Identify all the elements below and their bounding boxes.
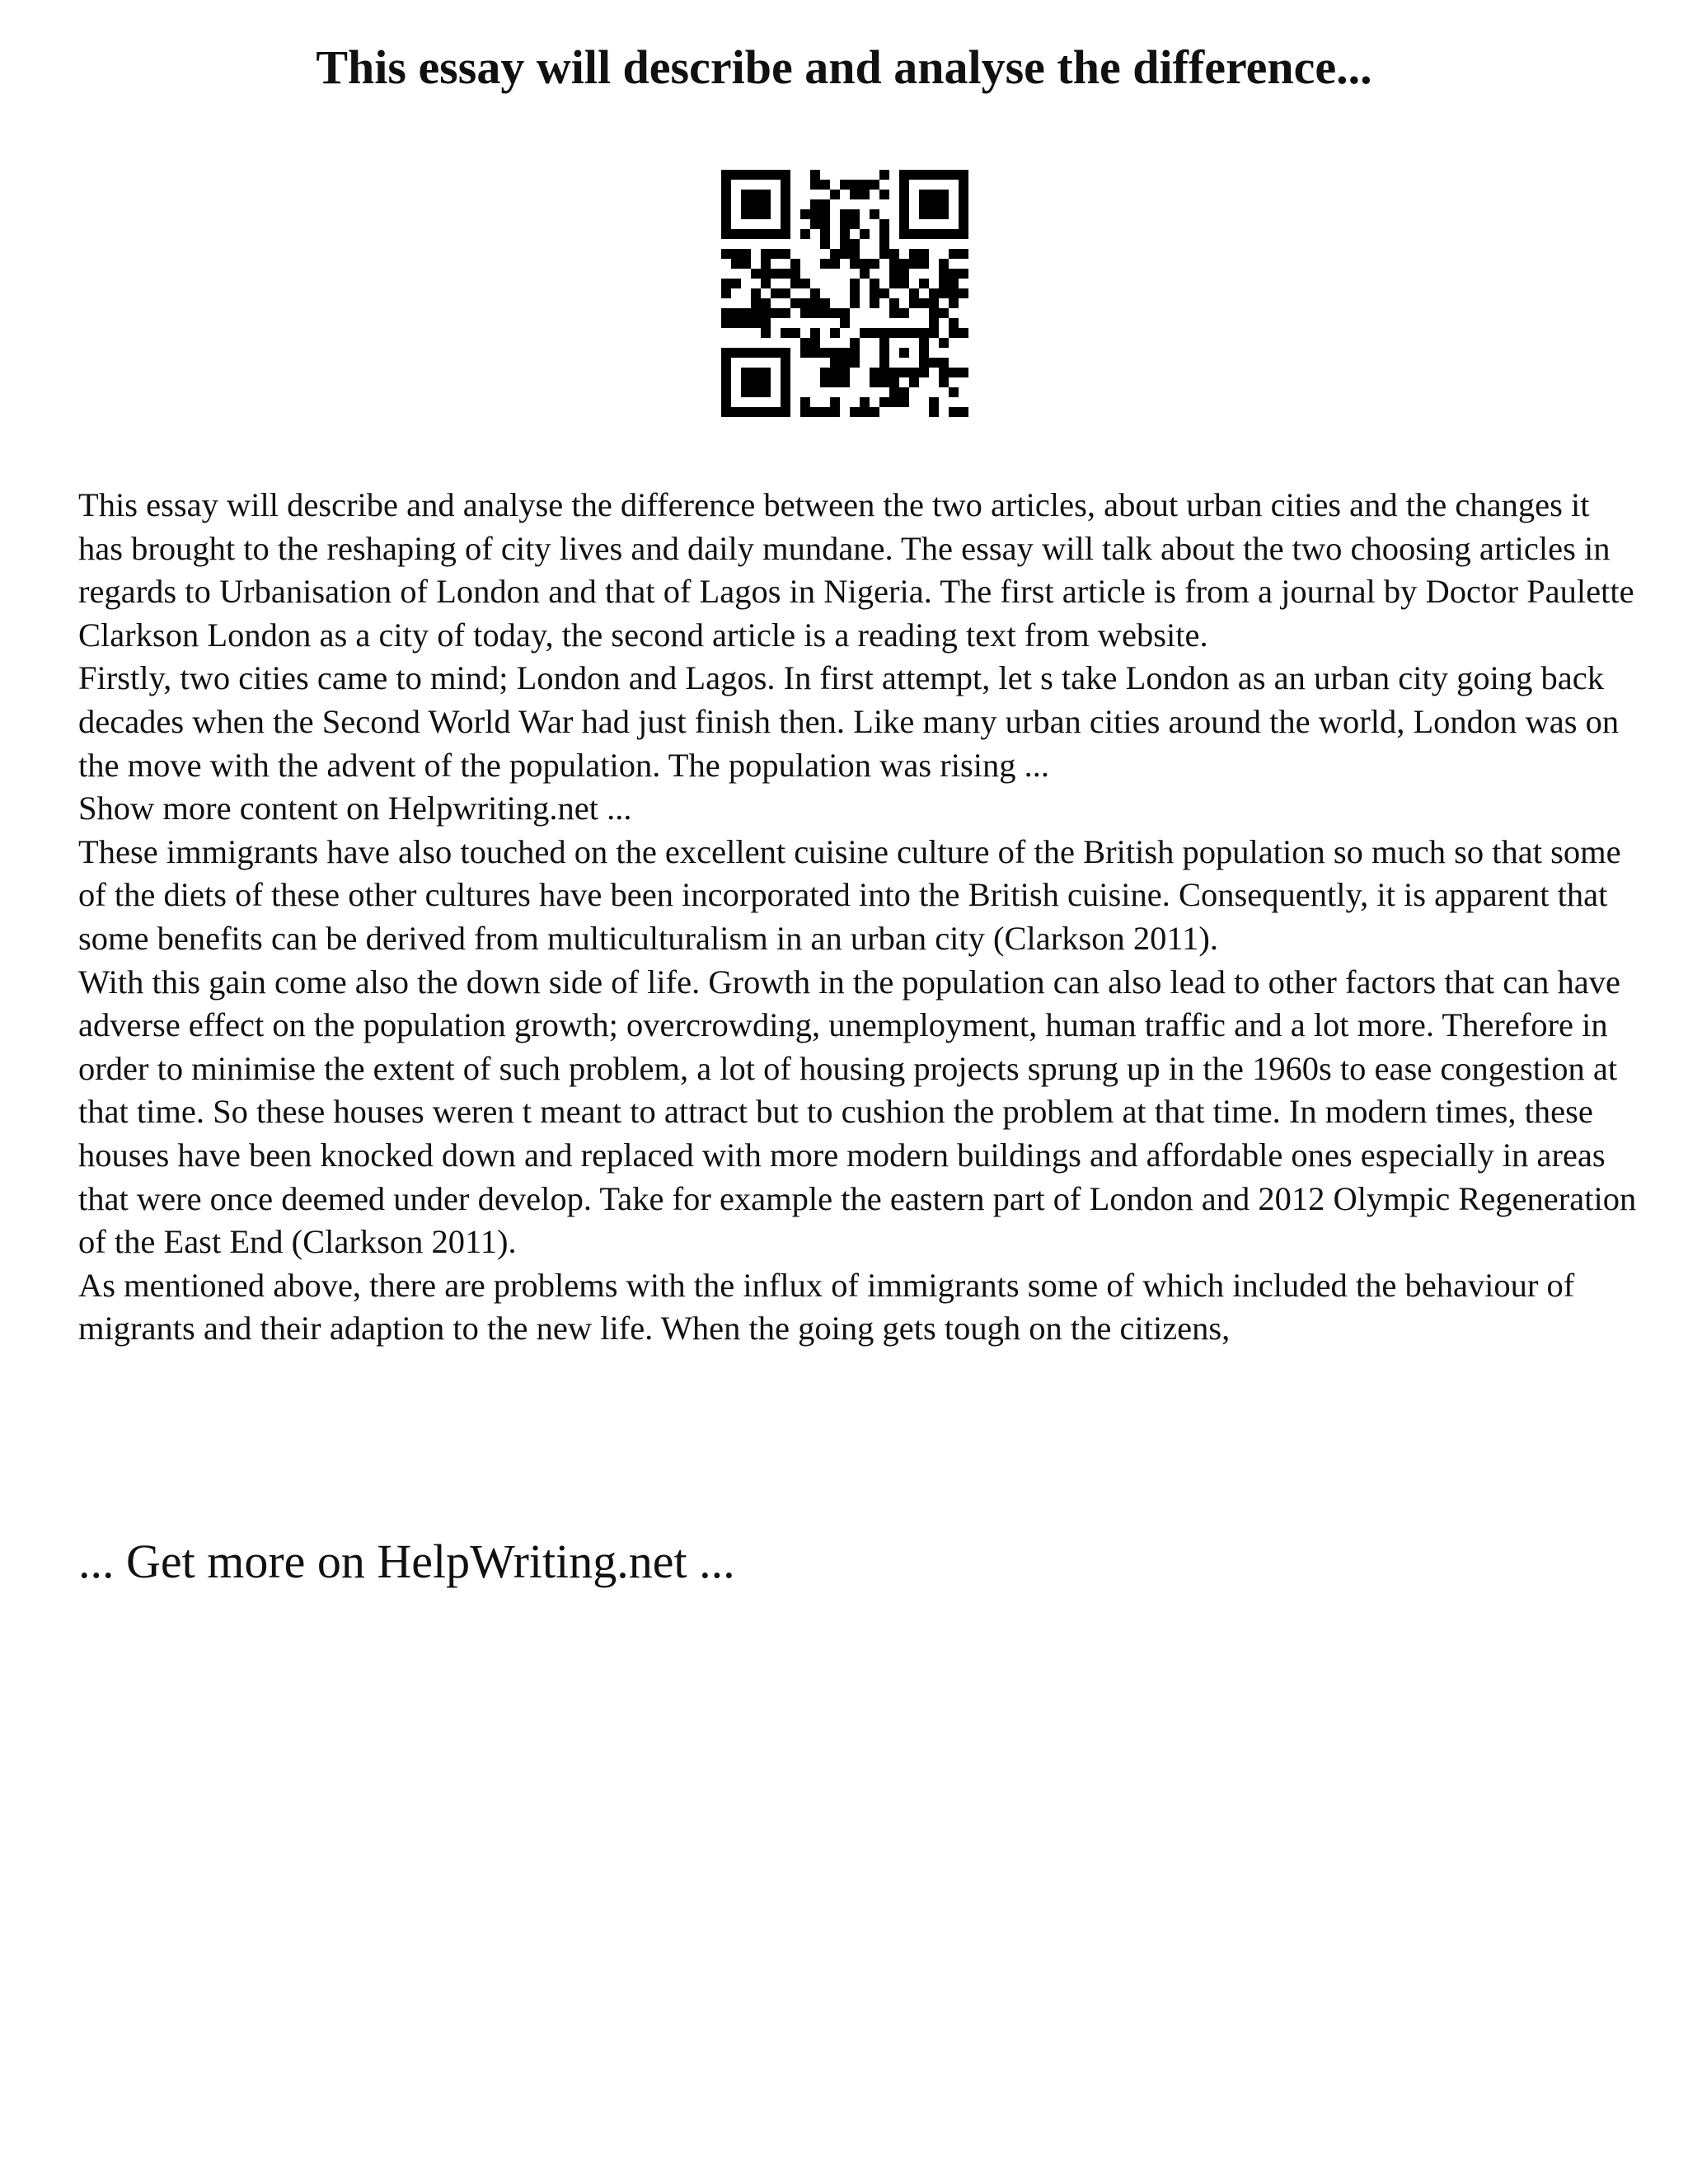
qr-code-icon[interactable]: [721, 170, 968, 417]
paragraph: This essay will describe and analyse the difference between the two articles, about urban cities and the changes it has brought to the reshaping of city lives and daily mundane. The essay will talk about the two choosing articles in regards to Urbanisation of London and that of Lagos in Nigeria. The first article is from a journal by Doctor Paulette Clarkson London as a city of today, the second article is a reading text from website.: [78, 486, 1634, 654]
get-more-link[interactable]: ... Get more on HelpWriting.net ...: [78, 1535, 735, 1588]
paragraph: These immigrants have also touched on the excellent cuisine culture of the British population so much so that some of the diets of these other cultures have been incorporated into the British cuisine. Consequently, it is apparent that some benefits can be derived from multiculturalism in an urban city (Clarkson 2011).: [78, 832, 1621, 957]
paragraph: With this gain come also the down side of life. Growth in the population can also lead to other factors that can have adverse effect on the population growth; overcrowding, unemployment, human traffic and a lot more. Therefore in order to minimise the extent of such problem, a lot of housing projects sprung up in the 1960s to ease congestion at that time. So these houses weren t meant to attract but to cushion the problem at that time. In modern times, these houses have been knocked down and replaced with more modern buildings and affordable ones especially in areas that were once deemed under develop. Take for example the eastern part of London and 2012 Olympic Regeneration of the East End (Clarkson 2011).: [78, 963, 1637, 1261]
essay-body: [78, 484, 1640, 1351]
page-title: This essay will describe and analyse the difference...: [316, 40, 1372, 94]
paragraph: Firstly, two cities came to mind; London and Lagos. In first attempt, let s take London as an urban city going back decades when the Second World War had just finish then. Like many urban cities around the world, London was on the move with the advent of the population. The population was rising ...: [78, 659, 1620, 784]
paragraph: As mentioned above, there are problems with the influx of immigrants some of which included the behaviour of migrants and their adaption to the new life. When the going gets tough on the citizens,: [78, 1266, 1575, 1347]
show-more-link[interactable]: Show more content on Helpwriting.net ...: [78, 790, 632, 827]
